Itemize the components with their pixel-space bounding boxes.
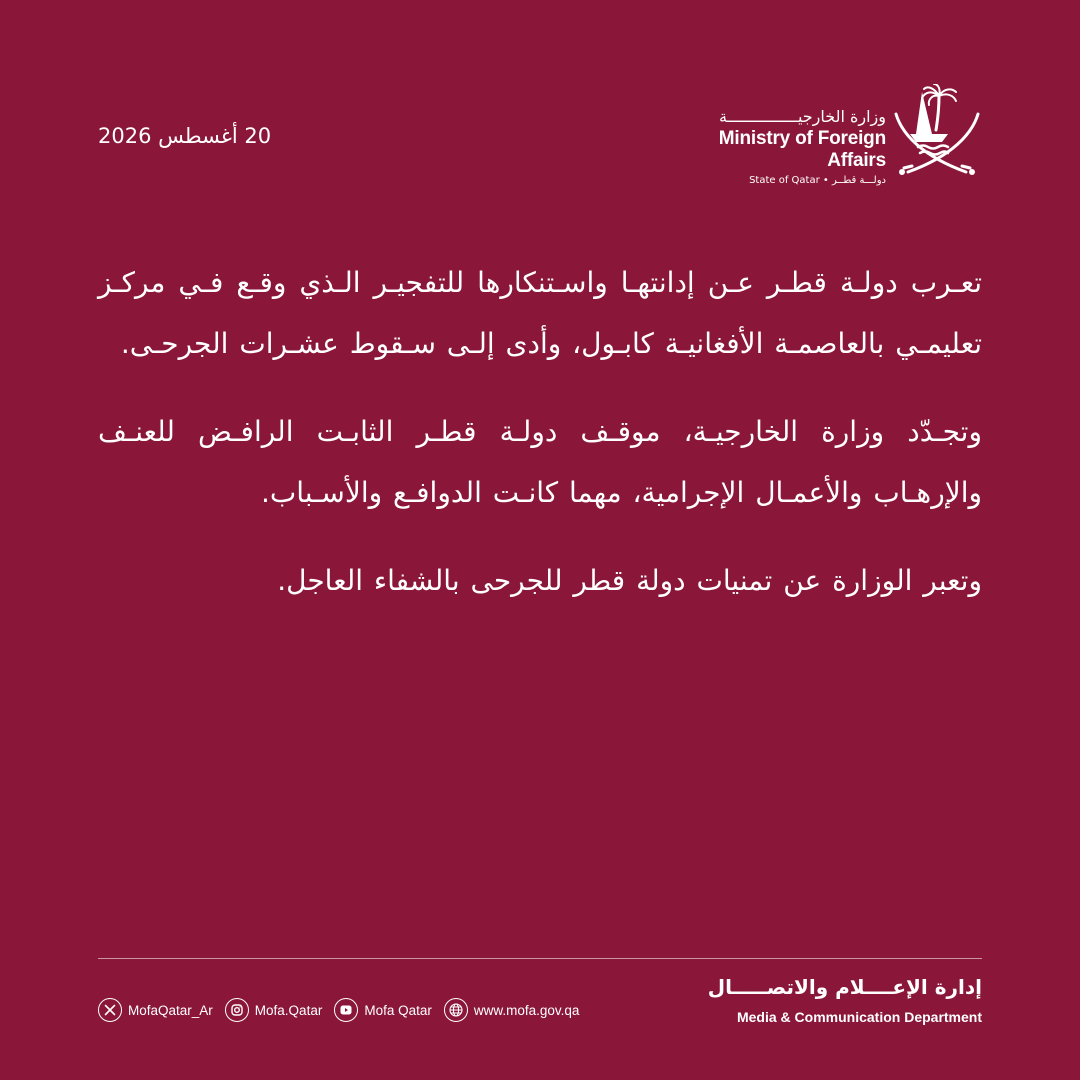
social-link-website[interactable] <box>444 998 580 1022</box>
logo-arabic-name: وزارة الخارجيـــــــــــــــة <box>719 107 886 126</box>
department-signature <box>708 974 982 1026</box>
x-icon <box>98 998 122 1022</box>
statement-paragraph-2: وتجـدّد وزارة الخارجيـة، موقـف دولـة قطـر الثابـت الرافـض للعنـف والإرهـاب والأعمـال الإجرامية، مهما كانـت الدوافـع والأسـباب. <box>98 415 982 509</box>
logo-subtitle: State of Qatar • دولـــة قطــر <box>749 175 886 186</box>
social-link-youtube[interactable] <box>334 998 432 1022</box>
ministry-logo <box>682 84 982 184</box>
statement-paragraph-1: تعـرب دولـة قطـر عـن إدانتهـا واسـتنكارها للتفجيـر الـذي وقـع فـي مركـز تعليمـي بالعاصمـة الأفغانيـة كابـول، وأدى إلـى سـقوط عشـرات الجرحـى. <box>98 266 982 360</box>
footer-divider <box>98 958 982 959</box>
social-label-website: www.mofa.gov.qa <box>473 1002 580 1018</box>
statement-paragraph-3: وتعبر الوزارة عن تمنيات دولة قطر للجرحى بالشفاء العاجل. <box>277 564 982 597</box>
social-links <box>98 998 579 1022</box>
statement-body <box>98 252 982 638</box>
department-name-arabic: إدارة الإعــــلام والاتصـــــال <box>707 975 982 999</box>
logo-text <box>682 108 886 188</box>
social-label-instagram: Mofa.Qatar <box>254 1002 323 1018</box>
qatar-emblem-icon <box>892 84 982 176</box>
instagram-icon <box>225 998 249 1022</box>
youtube-icon <box>334 998 358 1022</box>
globe-icon <box>444 998 468 1022</box>
social-label-youtube: Mofa Qatar <box>364 1002 432 1018</box>
social-label-x: MofaQatar_Ar <box>128 1002 213 1018</box>
statement-date: 20 أغسطس 2026 <box>98 124 272 148</box>
logo-english-name: Ministry of Foreign Affairs <box>718 128 886 171</box>
department-name-english: Media & Communication Department <box>736 1009 982 1025</box>
social-link-instagram[interactable] <box>225 998 323 1022</box>
social-link-x[interactable] <box>98 998 213 1022</box>
